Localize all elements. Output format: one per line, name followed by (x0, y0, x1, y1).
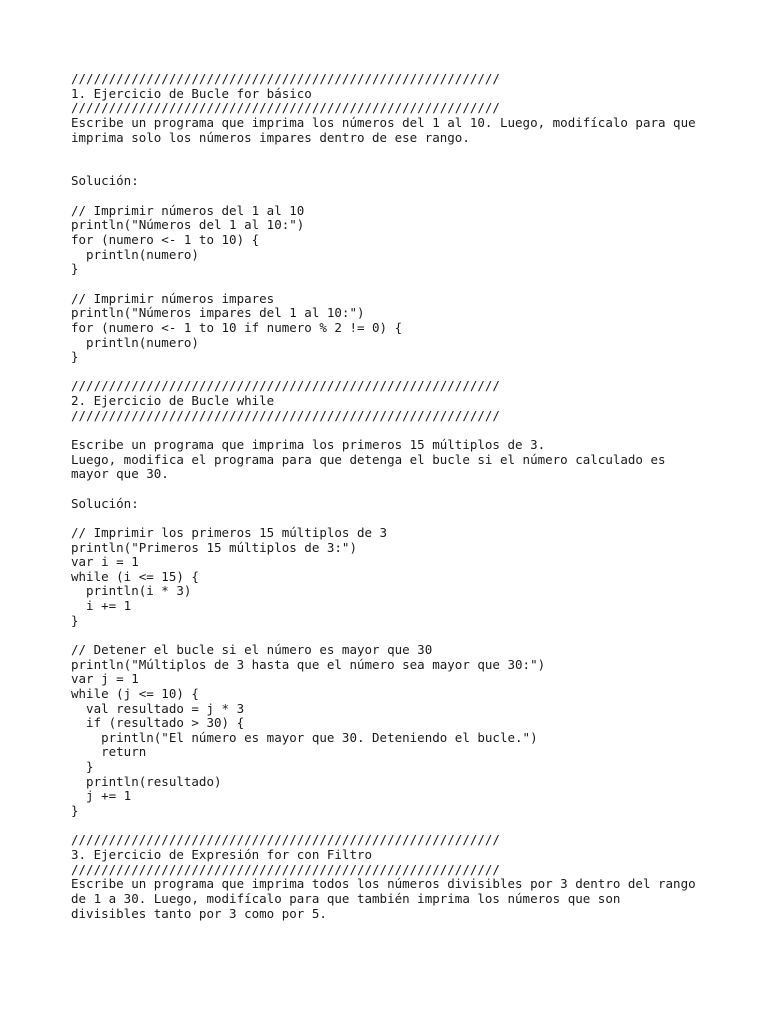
blank-line (71, 160, 731, 175)
blank-line (71, 423, 731, 438)
exercise-1-statement: imprima solo los números impares dentro de ese rango. (71, 129, 470, 145)
code-comment: // Imprimir números impares (71, 290, 275, 306)
exercise-2-statement: Escribe un programa que imprima los primeros 15 múltiplos de 3. (71, 437, 546, 453)
code-comment: // Detener el bucle si el número es mayor que 30 (71, 641, 433, 657)
blank-line (71, 145, 731, 160)
code-line: for (numero <- 1 to 10) { (71, 232, 260, 248)
code-line: println(numero) (71, 246, 199, 262)
exercise-3-statement: Escribe un programa que imprima todos los números divisibles por 3 dentro del rango (71, 876, 696, 892)
code-line: var i = 1 (71, 554, 139, 570)
code-comment: // Imprimir los primeros 15 múltiplos de 3 (71, 524, 388, 540)
code-line: val resultado = j * 3 (71, 700, 245, 716)
exercise-3-statement: de 1 a 30. Luego, modifícalo para que también imprima los números que son (71, 890, 621, 906)
code-line: while (i <= 15) { (71, 568, 199, 584)
code-line: if (resultado > 30) { (71, 715, 245, 731)
code-line: var j = 1 (71, 671, 139, 687)
separator-line: ///////////////////////////////////////////////////////// (71, 100, 500, 116)
code-line: println("Múltiplos de 3 hasta que el número sea mayor que 30:") (71, 656, 546, 672)
code-line: j += 1 (71, 788, 132, 804)
blank-line (71, 365, 731, 380)
separator-line: ///////////////////////////////////////////////////////// (71, 832, 500, 848)
separator-line: ///////////////////////////////////////////////////////// (71, 378, 500, 394)
code-line: } (71, 349, 79, 365)
code-line: println("Primeros 15 múltiplos de 3:") (71, 539, 357, 555)
separator-line: ///////////////////////////////////////////////////////// (71, 71, 500, 86)
blank-line (71, 628, 731, 643)
blank-line (71, 482, 731, 497)
separator-line: ///////////////////////////////////////////////////////// (71, 861, 500, 877)
code-line: } (71, 261, 79, 277)
exercise-3-title: 3. Ejercicio de Expresión for con Filtro (71, 846, 373, 862)
code-line: println("El número es mayor que 30. Deteniendo el bucle.") (71, 729, 538, 745)
code-line: println(resultado) (71, 773, 222, 789)
exercise-2-statement: mayor que 30. (71, 466, 169, 482)
blank-line (71, 277, 731, 292)
code-line: i += 1 (71, 598, 132, 614)
blank-line (71, 511, 731, 526)
code-comment: // Imprimir números del 1 al 10 (71, 202, 305, 218)
exercise-2-title: 2. Ejercicio de Bucle while (71, 393, 275, 409)
code-line: println(numero) (71, 334, 199, 350)
exercise-3-statement: divisibles tanto por 3 como por 5. (71, 905, 327, 921)
exercise-1-statement: Escribe un programa que imprima los números del 1 al 10. Luego, modifícalo para que (71, 114, 696, 130)
code-line: println("Números del 1 al 10:") (71, 217, 305, 233)
exercise-1-title: 1. Ejercicio de Bucle for básico (71, 85, 312, 101)
code-line: println(i * 3) (71, 583, 192, 599)
code-line: for (numero <- 1 to 10 if numero % 2 != 0) { (71, 319, 403, 335)
document-page (71, 72, 731, 921)
code-line: return (71, 744, 147, 760)
code-line: } (71, 759, 94, 775)
blank-line (71, 819, 731, 834)
solution-heading: Solución: (71, 173, 139, 189)
code-line: } (71, 612, 79, 628)
code-line: while (j <= 10) { (71, 685, 199, 701)
separator-line: ///////////////////////////////////////////////////////// (71, 407, 500, 423)
solution-heading: Solución: (71, 495, 139, 511)
code-line: println("Números impares del 1 al 10:") (71, 305, 365, 321)
blank-line (71, 189, 731, 204)
exercise-2-statement: Luego, modifica el programa para que detenga el bucle si el número calculado es (71, 451, 666, 467)
code-line: } (71, 803, 79, 819)
